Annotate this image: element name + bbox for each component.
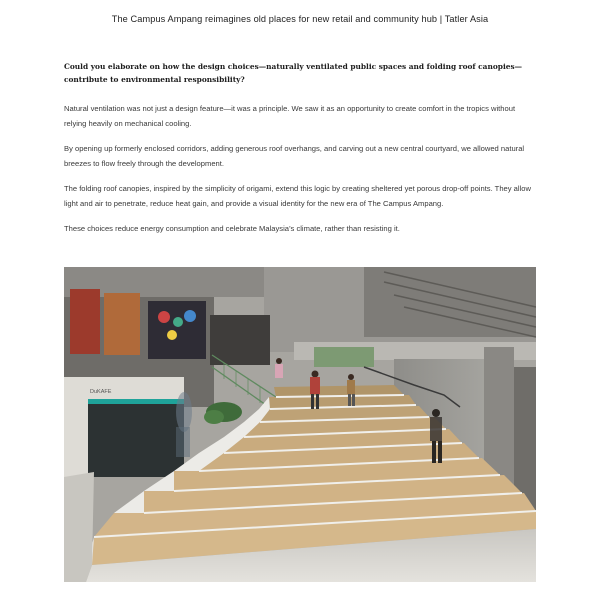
photo-shop-sign: DuKAFE [90,389,112,395]
page-header-title: The Campus Ampang reimagines old places for new retail and community hub | Tatler Asia [111,14,489,24]
interview-question: Could you elaborate on how the design choices—naturally ventilated public spaces and folding roof canopies—contribute to environmental responsibility? [64,62,523,84]
answer-paragraph-1: Natural ventilation was not just a design feature—it was a principle. We saw it as an opportunity to create comfort in the tropics without relying heavily on mechanical cooling. [64,104,516,128]
answer-paragraph-3: The folding roof canopies, inspired by the simplicity of origami, extend this logic by creating sheltered yet porous drop-off points. They allow light and air to penetrate, reduce heat gain, and provide a visual identity for the new era of The Campus Ampang. [64,184,531,208]
article-body [64,60,536,246]
article-photo [64,267,536,582]
answer-paragraph-2: By opening up formerly enclosed corridors, adding generous roof overhangs, and carving out a new central courtyard, we allowed natural breezes to flow freely through the development. [64,144,525,168]
answer-paragraph-4: These choices reduce energy consumption and celebrate Malaysia’s climate, rather than resisting it. [64,224,400,233]
staircase-photo-illustration [64,267,536,582]
